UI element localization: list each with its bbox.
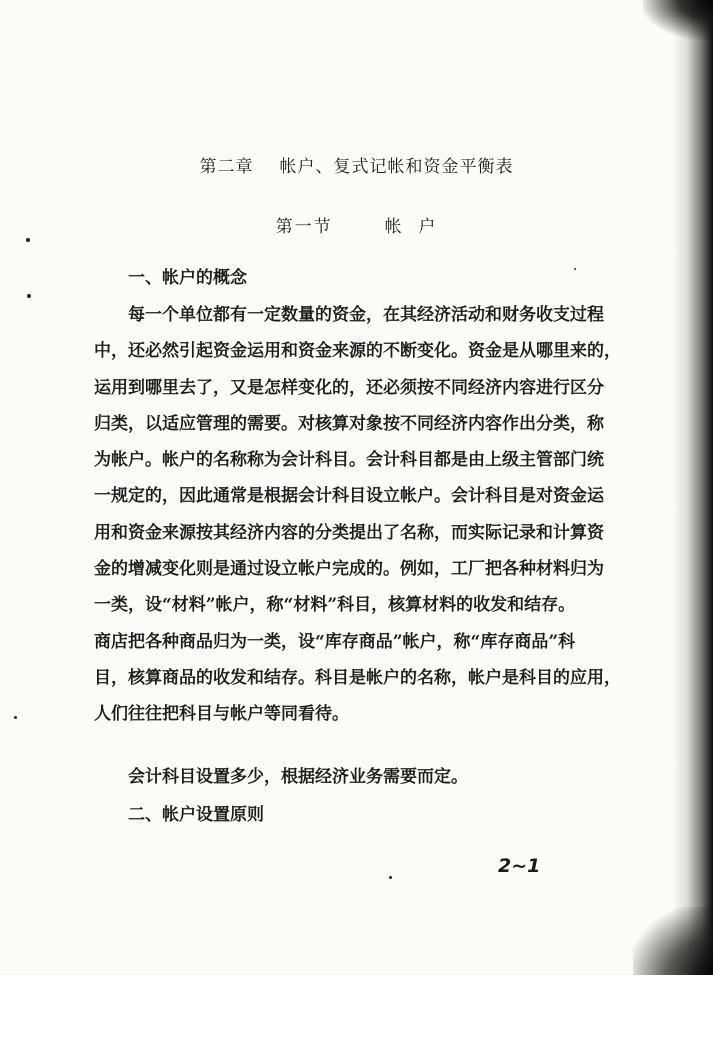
scan-speck (27, 294, 31, 298)
chapter-name: 帐户、复式记帐和资金平衡表 (279, 157, 514, 177)
paragraph-line: 商店把各种商品归为一类，设“库存商品”帐户，称“库存商品”科 (94, 631, 576, 652)
paragraph-line: 金的增减变化则是通过设立帐户完成的。例如，工厂把各种材料归为 (94, 559, 604, 580)
scan-bottom-margin (0, 975, 713, 1037)
paragraph-line: 一类，设“材料”帐户，称“材料”科目，核算材料的收发和结存。 (94, 595, 576, 616)
paragraph-line: 归类，以适应管理的需要。对核算对象按不同经济内容作出分类，称 (94, 413, 604, 434)
scan-speck (389, 876, 392, 879)
section-number: 第一节 (275, 217, 333, 237)
paragraph-account-concept (94, 297, 634, 733)
scan-speck (14, 716, 17, 719)
scan-speck (574, 268, 576, 270)
paragraph-line: 运用到哪里去了，又是怎样变化的，还必须按不同经济内容进行区分 (94, 377, 604, 398)
paragraph-line: 为帐户。帐户的名称称为会计科目。会计科目都是由上级主管部门统 (94, 450, 604, 471)
scan-corner-shadow-top (643, 0, 713, 40)
paragraph-line: 一规定的，因此通常是根据会计科目设立帐户。会计科目是对资金运 (94, 486, 604, 507)
paragraph-line: 目，核算商品的收发和结存。科目是帐户的名称，帐户是科目的应用， (94, 667, 621, 688)
page-number: 2~1 (498, 855, 541, 877)
paragraph-line: 每一个单位都有一定数量的资金，在其经济活动和财务收支过程 (128, 305, 604, 325)
paragraph-line: 用和资金来源按其经济内容的分类提出了名称，而实际记录和计算资 (94, 522, 604, 543)
scan-speck (26, 238, 30, 242)
paragraph-line: 人们往往把科目与帐户等同看待。 (94, 704, 349, 725)
section-title (0, 212, 713, 237)
paragraph-subject-setting: 会计科目设置多少，根据经济业务需要而定。 (128, 767, 468, 787)
paragraph-line: 中，还必然引起资金运用和资金来源的不断变化。资金是从哪里来的， (94, 341, 621, 362)
chapter-number: 第二章 (199, 157, 254, 177)
section-name: 帐 户 (384, 217, 438, 237)
heading-account-concept: 一、帐户的概念 (128, 268, 247, 288)
heading-account-principles: 二、帐户设置原则 (128, 805, 264, 825)
chapter-title (0, 152, 713, 177)
